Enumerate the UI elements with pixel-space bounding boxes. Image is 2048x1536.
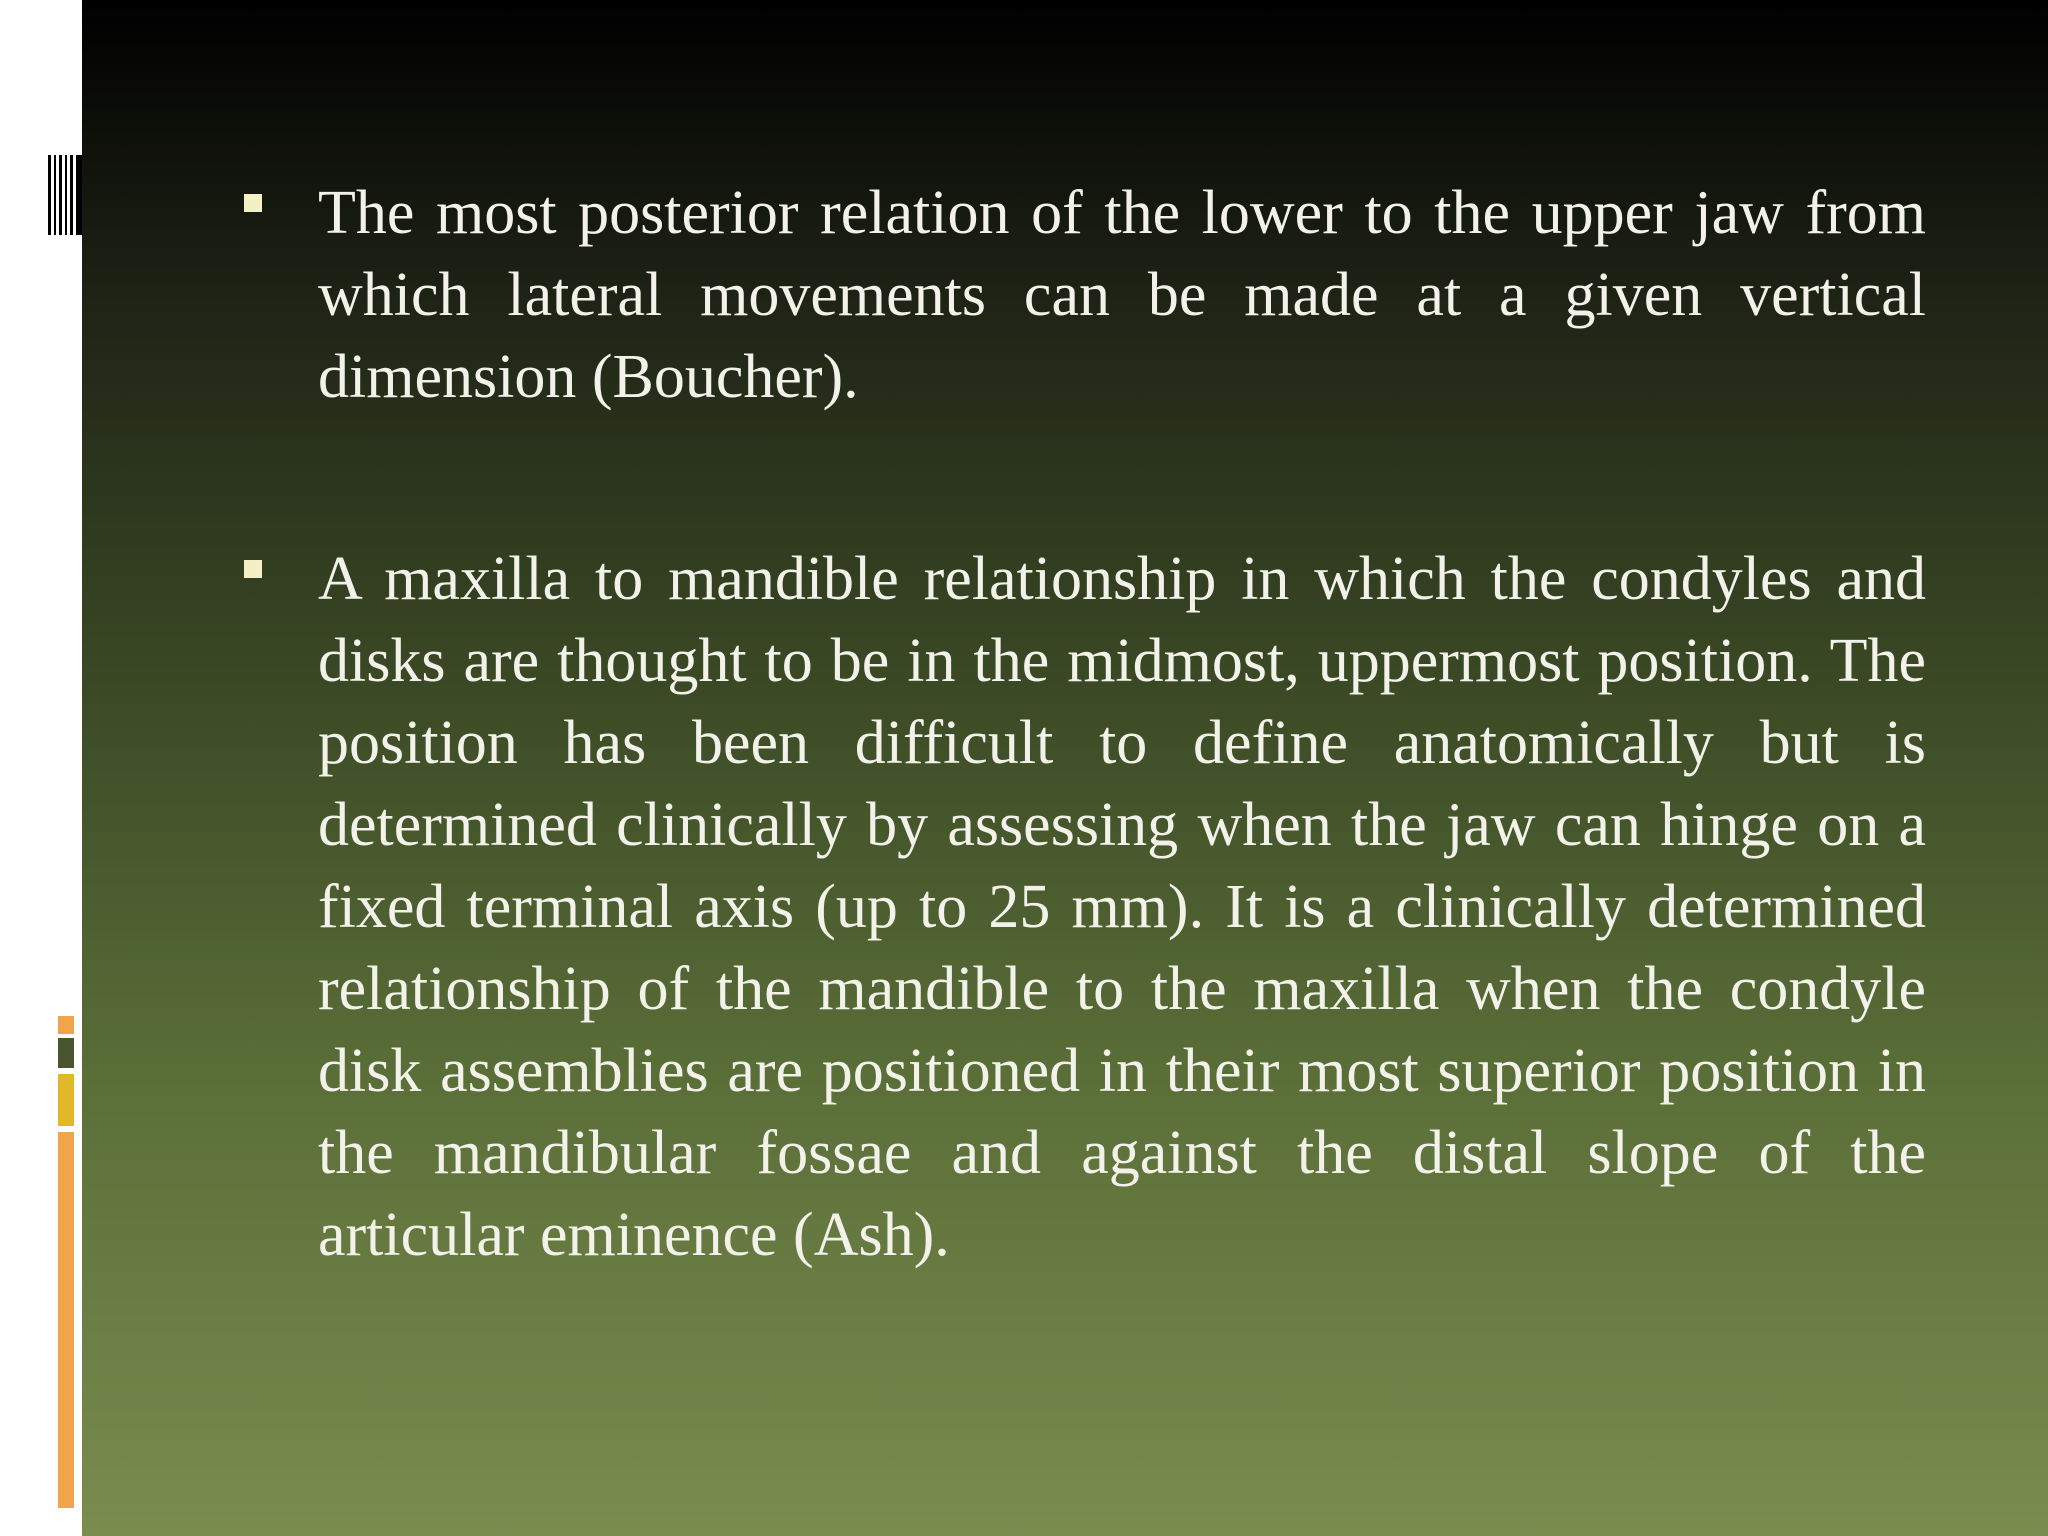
bullet-text: A maxilla to mandible relationship in which the condyles and disks are thought to be in the midmost, uppermost position. The position has been difficult to define anatomically but is determined clinically by assessing when the jaw can hinge on a fixed terminal axis (up to 25 mm). It is a clinically determined relationship of the mandible to the maxilla when the condyle disk assemblies are positioned in their most superior position in the mandibular fossae and against the distal slope of the articular eminence (Ash). <box>318 545 1926 1269</box>
barcode-decoration <box>48 155 82 235</box>
accent-block-olive <box>58 1038 74 1068</box>
accent-block-yellow <box>58 1074 74 1126</box>
accent-block-orange-small <box>58 1016 74 1034</box>
bullet-item-definition-boucher <box>240 172 1926 418</box>
square-bullet-icon <box>244 194 262 212</box>
square-bullet-icon <box>244 560 262 578</box>
bullet-text: The most posterior relation of the lower to the upper jaw from which lateral movements can be made at a given vertical dimension (Boucher). <box>318 179 1926 411</box>
accent-bar-orange <box>58 1132 74 1508</box>
bullet-list <box>240 172 1926 1396</box>
bullet-item-definition-ash <box>240 538 1926 1276</box>
